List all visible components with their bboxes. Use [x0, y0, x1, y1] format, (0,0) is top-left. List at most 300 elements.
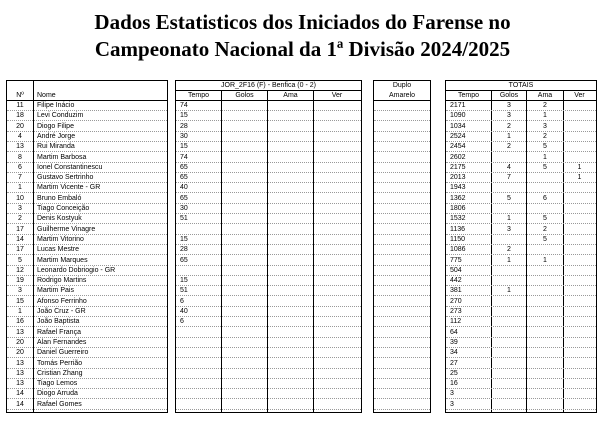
table-row [374, 163, 430, 173]
match-golos [222, 369, 267, 378]
player-name: João Baptista [37, 318, 80, 326]
totals-col-tempo: Tempo [457, 92, 479, 99]
table-row [446, 400, 596, 410]
totals-ama: 5 [543, 235, 547, 243]
table-row [176, 235, 361, 245]
table-row [374, 153, 430, 163]
match-ama [268, 400, 313, 409]
table-row [446, 245, 596, 255]
table-row [176, 245, 361, 255]
totals-golos: 1 [507, 287, 511, 295]
duplo-value [374, 225, 430, 234]
table-row [374, 132, 430, 142]
duplo-value [374, 297, 430, 306]
totals-ver [564, 379, 595, 388]
match-tempo: 28 [180, 246, 188, 254]
duplo-value [374, 348, 430, 357]
match-tempo: 30 [180, 132, 188, 140]
player-name: Tiago Conceição [37, 205, 90, 212]
totals-ama [527, 369, 563, 378]
match-golos [222, 338, 267, 347]
player-num: 16 [16, 318, 24, 326]
totals-golos: 1 [507, 132, 511, 140]
table-row [176, 266, 361, 276]
match-tempo: 51 [180, 215, 188, 223]
totals-golos [492, 204, 526, 213]
totals-tempo: 27 [450, 359, 458, 367]
totals-tempo: 64 [450, 328, 458, 336]
match-ver [314, 276, 360, 285]
duplo-value [374, 328, 430, 337]
table-row [176, 317, 361, 327]
totals-ama [527, 389, 563, 398]
player-num: 7 [18, 174, 22, 182]
col-num-header: Nº [16, 92, 24, 99]
table-row [176, 194, 361, 204]
duplo-value [374, 256, 430, 265]
totals-tempo: 775 [450, 256, 462, 264]
totals-golos [492, 359, 526, 368]
player-num: 13 [16, 380, 24, 388]
player-name: Martim Vitorino [37, 235, 84, 243]
table-row [7, 348, 167, 358]
totals-ama [527, 204, 563, 213]
totals-tempo: 1136 [450, 225, 466, 233]
table-row [374, 245, 430, 255]
match-ama [268, 142, 313, 151]
match-ama [268, 266, 313, 275]
totals-golos [492, 400, 526, 409]
totals-ama [527, 338, 563, 347]
table-row [7, 235, 167, 245]
totals-ama: 2 [543, 132, 547, 140]
match-golos [222, 173, 267, 182]
table-row [7, 142, 167, 152]
totals-ama: 5 [543, 163, 547, 171]
match-ver [314, 328, 360, 337]
totals-ver [564, 359, 595, 368]
player-num: 4 [18, 132, 22, 140]
match-golos [222, 111, 267, 120]
totals-golos: 1 [507, 215, 511, 223]
totals-ver [564, 132, 595, 141]
totals-ama: 2 [543, 102, 547, 109]
match-tempo [180, 389, 220, 398]
totals-golos [492, 328, 526, 337]
totals-ver [564, 317, 595, 326]
player-name: Diogo Filipe [37, 122, 74, 130]
match-tempo [180, 338, 220, 347]
totals-tempo: 504 [450, 266, 462, 274]
match-ama [268, 317, 313, 326]
match-golos [222, 153, 267, 162]
totals-golos [492, 297, 526, 306]
match-col-ver: Ver [331, 92, 343, 99]
totals-ama [527, 348, 563, 357]
player-num: 1 [18, 308, 22, 315]
table-row [374, 256, 430, 266]
totals-tempo: 2175 [450, 163, 466, 171]
duplo-value [374, 194, 430, 203]
table-row [176, 369, 361, 379]
totals-col-ver: Ver [574, 92, 585, 99]
table-row [176, 338, 361, 348]
duplo-header-line2: Amarelo [374, 91, 430, 101]
table-row [446, 214, 596, 224]
player-num: 10 [16, 194, 24, 202]
totals-ama [527, 359, 563, 368]
match-tempo: 15 [180, 112, 188, 120]
match-ver [314, 369, 360, 378]
totals-title: TOTAIS [446, 81, 596, 91]
table-row [176, 204, 361, 214]
player-name: Denis Kostyuk [37, 215, 82, 223]
table-row [7, 307, 167, 317]
table-row [446, 225, 596, 235]
table-row [7, 111, 167, 121]
table-row [7, 256, 167, 266]
totals-golos [492, 153, 526, 162]
totals-ver [564, 101, 595, 110]
page-title-line1: Dados Estatisticos dos Iniciados do Farense no [94, 10, 511, 34]
match-ama [268, 348, 313, 357]
totals-ver [564, 142, 595, 151]
player-name: Rui Miranda [37, 143, 75, 151]
match-ver [314, 348, 360, 357]
match-golos [222, 225, 267, 234]
match-ama [268, 389, 313, 398]
match-tempo: 74 [180, 153, 188, 161]
table-row [374, 194, 430, 204]
match-ver [314, 400, 360, 409]
player-num: 14 [16, 390, 24, 398]
player-name: Leonardo Dobriogio - GR [37, 266, 116, 274]
totals-ver [564, 122, 595, 131]
match-golos [222, 348, 267, 357]
match-golos [222, 194, 267, 203]
match-golos [222, 389, 267, 398]
match-golos [222, 101, 267, 110]
player-num: 19 [16, 277, 24, 285]
match-golos [222, 163, 267, 172]
table-row [7, 101, 167, 111]
totals-golos [492, 307, 526, 316]
duplo-value [374, 286, 430, 295]
table-row [176, 256, 361, 266]
match-tempo [180, 266, 220, 275]
match-tempo: 40 [180, 184, 188, 192]
player-name: Alan Fernandes [37, 338, 87, 346]
totals-ver [564, 245, 595, 254]
totals-golos: 3 [507, 112, 511, 120]
player-name: Lucas Mestre [37, 246, 80, 254]
duplo-value [374, 245, 430, 254]
player-name: Tomás Perrião [37, 359, 83, 367]
duplo-value [374, 359, 430, 368]
duplo-value [374, 338, 430, 347]
totals-tempo: 2602 [450, 153, 466, 161]
totals-col-golos: Golos [499, 92, 519, 99]
duplo-amarelo-table [373, 80, 431, 413]
totals-table [445, 80, 597, 413]
match-tempo: 65 [180, 194, 188, 202]
totals-tempo: 1086 [450, 246, 466, 254]
match-tempo: 28 [180, 122, 188, 130]
match-ama [268, 204, 313, 213]
player-name: André Jorge [37, 132, 76, 140]
table-row [446, 163, 596, 173]
player-num: 1 [18, 184, 22, 192]
match-golos [222, 317, 267, 326]
totals-ver [564, 369, 595, 378]
totals-ver [564, 183, 595, 192]
players-header [7, 91, 167, 101]
player-num: 18 [16, 112, 24, 120]
totals-golos [492, 389, 526, 398]
match-golos [222, 142, 267, 151]
totals-tempo: 442 [450, 277, 462, 285]
match-ver [314, 297, 360, 306]
table-row [7, 132, 167, 142]
match-tempo: 65 [180, 174, 188, 182]
table-row [7, 276, 167, 286]
table-row [7, 369, 167, 379]
match-golos [222, 297, 267, 306]
table-row [446, 142, 596, 152]
duplo-value [374, 379, 430, 388]
match-ama [268, 153, 313, 162]
player-num: 20 [16, 349, 24, 357]
match-ver [314, 266, 360, 275]
duplo-value [374, 163, 430, 172]
table-row [446, 276, 596, 286]
table-row [176, 400, 361, 410]
table-row [374, 122, 430, 132]
match-tempo [180, 328, 220, 337]
totals-ama [527, 266, 563, 275]
totals-ver [564, 204, 595, 213]
totals-golos [492, 317, 526, 326]
totals-tempo: 1362 [450, 194, 466, 202]
match-tempo [180, 379, 220, 388]
match-ama [268, 225, 313, 234]
table-row [176, 122, 361, 132]
match-ama [268, 379, 313, 388]
totals-tempo: 2013 [450, 174, 466, 182]
table-row [7, 225, 167, 235]
duplo-value [374, 214, 430, 223]
table-row [446, 122, 596, 132]
table-row [7, 173, 167, 183]
match-ver [314, 245, 360, 254]
totals-ver [564, 297, 595, 306]
table-row [446, 297, 596, 307]
totals-ver [564, 328, 595, 337]
player-num: 14 [16, 235, 24, 243]
totals-tempo: 3 [450, 400, 454, 408]
table-row [7, 359, 167, 369]
match-ver [314, 194, 360, 203]
match-ama [268, 173, 313, 182]
match-tempo [180, 225, 220, 234]
duplo-value [374, 369, 430, 378]
player-num: 20 [16, 338, 24, 346]
table-row [176, 297, 361, 307]
totals-ama [527, 245, 563, 254]
duplo-value [374, 132, 430, 141]
table-row [446, 101, 596, 111]
match-golos [222, 204, 267, 213]
match-tempo [180, 359, 220, 368]
player-num: 15 [16, 297, 24, 305]
player-num: 3 [18, 287, 22, 295]
table-row [7, 204, 167, 214]
match-tempo: 6 [180, 297, 184, 305]
match-ama [268, 307, 313, 316]
table-row [176, 286, 361, 296]
match-ver [314, 122, 360, 131]
duplo-value [374, 204, 430, 213]
totals-tempo: 3 [450, 390, 454, 398]
match-tempo: 15 [180, 277, 188, 285]
player-name: Guilherme Vinagre [37, 225, 96, 233]
match-ama [268, 297, 313, 306]
totals-golos [492, 338, 526, 347]
duplo-value [374, 317, 430, 326]
totals-ama: 5 [543, 215, 547, 223]
totals-golos [492, 369, 526, 378]
totals-golos [492, 348, 526, 357]
table-row [176, 132, 361, 142]
player-num: 6 [18, 163, 22, 171]
player-name: Gustavo Sertrinho [37, 174, 94, 182]
totals-ver [564, 214, 595, 223]
match-ver [314, 142, 360, 151]
totals-golos: 2 [507, 246, 511, 254]
match-ama [268, 163, 313, 172]
match-ver [314, 214, 360, 223]
player-name: Afonso Ferrinho [37, 297, 87, 305]
totals-golos: 3 [507, 102, 511, 109]
table-row [374, 101, 430, 111]
table-row [7, 338, 167, 348]
totals-ama [527, 297, 563, 306]
totals-golos [492, 183, 526, 192]
match-tempo: 74 [180, 102, 188, 109]
table-row [374, 286, 430, 296]
totals-tempo: 25 [450, 369, 458, 377]
match-tempo [180, 369, 220, 378]
totals-ver [564, 286, 595, 295]
totals-ver [564, 389, 595, 398]
totals-tempo: 270 [450, 297, 462, 305]
match-tempo: 6 [180, 318, 184, 326]
player-name: Filipe Inácio [37, 102, 75, 109]
player-name: Martim Vicente - GR [37, 184, 101, 192]
match-ama [268, 111, 313, 120]
player-num: 11 [16, 102, 24, 109]
match-ver [314, 359, 360, 368]
totals-ama [527, 328, 563, 337]
totals-tempo: 1943 [450, 184, 466, 192]
totals-ver [564, 153, 595, 162]
table-row [176, 142, 361, 152]
table-row [374, 235, 430, 245]
totals-ver [564, 307, 595, 316]
match-ver [314, 256, 360, 265]
match-golos [222, 214, 267, 223]
totals-golos [492, 276, 526, 285]
player-name: Martim Pais [37, 287, 74, 295]
totals-ama [527, 286, 563, 295]
table-row [7, 389, 167, 399]
table-row [374, 379, 430, 389]
table-row [176, 101, 361, 111]
table-row [446, 307, 596, 317]
totals-golos [492, 235, 526, 244]
match-ama [268, 122, 313, 131]
totals-golos [492, 379, 526, 388]
table-row [446, 379, 596, 389]
table-row [176, 111, 361, 121]
totals-tempo: 2524 [450, 132, 466, 140]
totals-ama: 5 [543, 143, 547, 151]
table-row [374, 359, 430, 369]
table-row [446, 266, 596, 276]
player-num: 12 [16, 266, 24, 274]
totals-ver [564, 266, 595, 275]
totals-ver [564, 338, 595, 347]
match-cols-header [176, 91, 361, 101]
totals-tempo: 16 [450, 380, 458, 388]
table-row [7, 266, 167, 276]
table-row [7, 297, 167, 307]
match-golos [222, 359, 267, 368]
totals-ver: 1 [577, 174, 582, 182]
table-row [7, 400, 167, 410]
player-num: 13 [16, 328, 24, 336]
totals-ama [527, 276, 563, 285]
match-ver [314, 286, 360, 295]
totals-tempo: 112 [450, 318, 462, 326]
table-row [7, 317, 167, 327]
match-tempo: 30 [180, 205, 188, 212]
player-name: Cristian Zhang [37, 369, 83, 377]
table-row [176, 153, 361, 163]
match-ver [314, 153, 360, 162]
match-golos [222, 286, 267, 295]
table-row [374, 204, 430, 214]
match-golos [222, 379, 267, 388]
totals-tempo: 2171 [450, 102, 466, 109]
table-row [7, 379, 167, 389]
totals-ver [564, 235, 595, 244]
table-row [176, 379, 361, 389]
table-row [374, 266, 430, 276]
totals-ver [564, 276, 595, 285]
table-row [176, 214, 361, 224]
match-col-tempo: Tempo [187, 92, 209, 99]
match-ver [314, 132, 360, 141]
totals-tempo: 1806 [450, 205, 466, 212]
match-golos [222, 256, 267, 265]
player-num: 17 [16, 246, 24, 254]
player-name: Levi Conduzim [37, 112, 84, 120]
totals-ver [564, 256, 595, 265]
players-table [6, 80, 168, 413]
totals-ama: 1 [543, 153, 547, 161]
player-name: Tiago Lemos [37, 380, 78, 388]
